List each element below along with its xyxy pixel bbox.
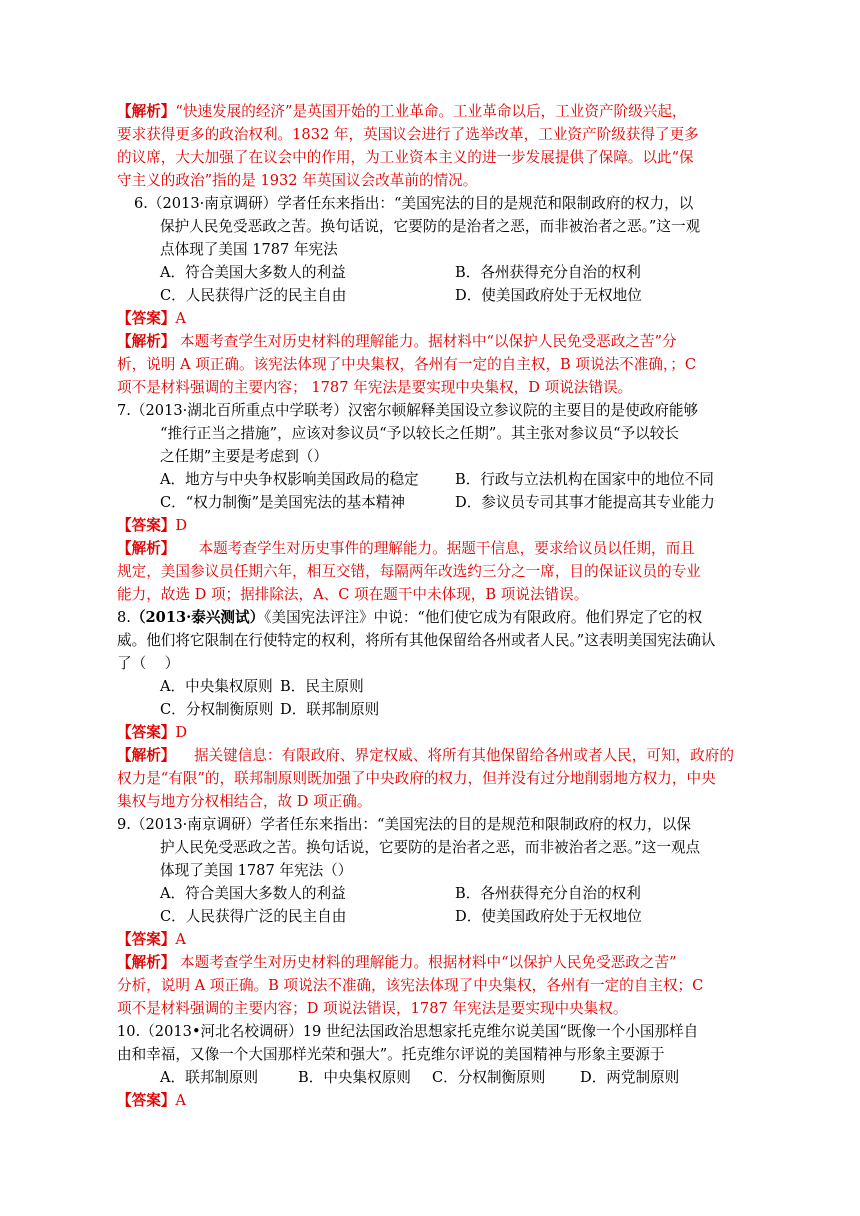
q8-answer: 【答案】D: [117, 724, 188, 741]
q10-stem-line: 10.（2013•河北名校调研）19 世纪法国政治思想家托克维尔说美国“既像一个小国那样自: [117, 1023, 699, 1040]
q10-answer: 【答案】A: [117, 1092, 186, 1109]
q7-stem-line: 之任期”主要是考虑到（）: [160, 448, 328, 465]
q8-stem-line: 了（ ）: [117, 655, 180, 672]
q10-option-c: C．分权制衡原则: [432, 1069, 546, 1086]
q8-stem-line: 威。他们将它限制在行使特定的权利，将所有其他保留给各州或者人民。”这表明美国宪法确认: [117, 632, 716, 649]
q8-option-c: C．分权制衡原则: [160, 701, 274, 718]
q5-analysis-line: 【解析】“快速发展的经济”是英国开始的工业革命。工业革命以后，工业资产阶级兴起，: [117, 103, 687, 120]
q6-option-b: B．各州获得充分自治的权利: [455, 264, 641, 281]
q6-stem-line: 点体现了美国 1787 年宪法: [160, 241, 338, 258]
q8-option-b: B．民主原则: [280, 678, 364, 695]
q9-analysis-line: 【解析】 本题考查学生对历史材料的理解能力。根据材料中“以保护人民免受恶政之苦”: [117, 954, 677, 971]
q7-answer: 【答案】D: [117, 517, 188, 534]
q6-stem-line: 6.（2013·南京调研）学者任东来指出：“美国宪法的目的是规范和限制政府的权力，以: [134, 195, 694, 212]
q7-stem-line: “推行正当之措施”，应该对参议员“予以较长之任期”。其主张对参议员“予以较长: [160, 425, 679, 442]
q9-analysis-line: 分析，说明 A 项正确。B 项说法不准确，该宪法体现了中央集权，各州有一定的自主权；C: [117, 977, 704, 994]
q7-option-a: A．地方与中央争权影响美国政局的稳定: [160, 471, 419, 488]
q7-analysis-line: 【解析】 本题考查学生对历史事件的理解能力。据题干信息，要求给议员以任期，而且: [117, 540, 695, 557]
q7-option-b: B．行政与立法机构在国家中的地位不同: [455, 471, 714, 488]
q10-option-b: B．中央集权原则: [298, 1069, 411, 1086]
q5-analysis-line: 的议席，大大加强了在议会中的作用，为工业资本主义的进一步发展提供了保障。以此“保: [117, 149, 694, 166]
q9-option-b: B．各州获得充分自治的权利: [455, 885, 641, 902]
q8-option-a: A．中央集权原则: [160, 678, 273, 695]
q7-analysis-line: 能力，故选 D 项；据排除法，A、C 项在题干中未体现，B 项说法错误。: [117, 586, 589, 603]
q6-analysis-line: 析，说明 A 项正确。该宪法体现了中央集权，各州有一定的自主权，B 项说法不准确，；C: [117, 356, 697, 373]
q9-stem-line: 体现了美国 1787 年宪法（）: [160, 862, 353, 879]
q10-option-a: A．联邦制原则: [160, 1069, 259, 1086]
q10-option-d: D．两党制原则: [580, 1069, 680, 1086]
q9-stem-line: 护人民免受恶政之苦。换句话说，它要防的是治者之恶，而非被治者之恶。”这一观点: [160, 839, 701, 856]
q7-option-d: D．参议员专司其事才能提高其专业能力: [455, 494, 715, 511]
q5-analysis-line: 守主义的政治”指的是 1932 年英国议会改革前的情况。: [117, 172, 478, 189]
q6-option-c: C．人民获得广泛的民主自由: [160, 287, 347, 304]
analysis-label: 【解析】: [117, 103, 176, 120]
q7-analysis-line: 规定，美国参议员任期六年，相互交错，每隔两年改选约三分之一席，目的保证议员的专业: [117, 563, 701, 580]
q9-answer: 【答案】A: [117, 931, 186, 948]
q7-stem-line: 7.（2013·湖北百所重点中学联考）汉密尔顿解释美国设立参议院的主要目的是使政府能够: [117, 402, 699, 419]
q5-analysis-line: 要求获得更多的政治权利。1832 年，英国议会进行了选举改革，工业资产阶级获得了更多: [117, 126, 699, 143]
q6-option-d: D．使美国政府处于无权地位: [455, 287, 642, 304]
q8-analysis-line: 权力是“有限”的，联邦制原则既加强了中央政府的权力，但并没有过分地削弱地方权力，中央: [117, 770, 716, 787]
q10-stem-line: 由和幸福，又像一个大国那样光荣和强大”。托克维尔评说的美国精神与形象主要源于: [117, 1046, 665, 1063]
q6-analysis-line: 【解析】 本题考查学生对历史材料的理解能力。据材料中“以保护人民免受恶政之苦”分: [117, 333, 677, 350]
q6-stem-line: 保护人民免受恶政之苦。换句话说，它要防的是治者之恶，而非被治者之恶。”这一观: [160, 218, 701, 235]
q9-option-d: D．使美国政府处于无权地位: [455, 908, 642, 925]
q7-option-c: C．“权力制衡”是美国宪法的基本精神: [160, 494, 405, 511]
q8-option-d: D．联邦制原则: [280, 701, 380, 718]
q8-stem-line: 8.（2013·泰兴测试）《美国宪法评注》中说：“他们使它成为有限政府。他们界定了它的权: [117, 609, 703, 626]
q6-answer: 【答案】A: [117, 310, 186, 327]
q9-analysis-line: 项不是材料强调的主要内容；D 项说法错误，1787 年宪法是要实现中央集权。: [117, 1000, 628, 1017]
q9-stem-line: 9.（2013·南京调研）学者任东来指出：“美国宪法的目的是规范和限制政府的权力，以保: [117, 816, 691, 833]
q6-option-a: A．符合美国大多数人的利益: [160, 264, 346, 281]
q6-analysis-line: 项不是材料强调的主要内容； 1787 年宪法是要实现中央集权，D 项说法错误。: [117, 379, 633, 396]
q9-option-a: A．符合美国大多数人的利益: [160, 885, 346, 902]
q9-option-c: C．人民获得广泛的民主自由: [160, 908, 347, 925]
q8-analysis-line: 集权与地方分权相结合，故 D 项正确。: [117, 793, 372, 810]
q8-analysis-line: 【解析】 据关键信息：有限政府、界定权威、将所有其他保留给各州或者人民，可知，政府的: [117, 747, 734, 764]
